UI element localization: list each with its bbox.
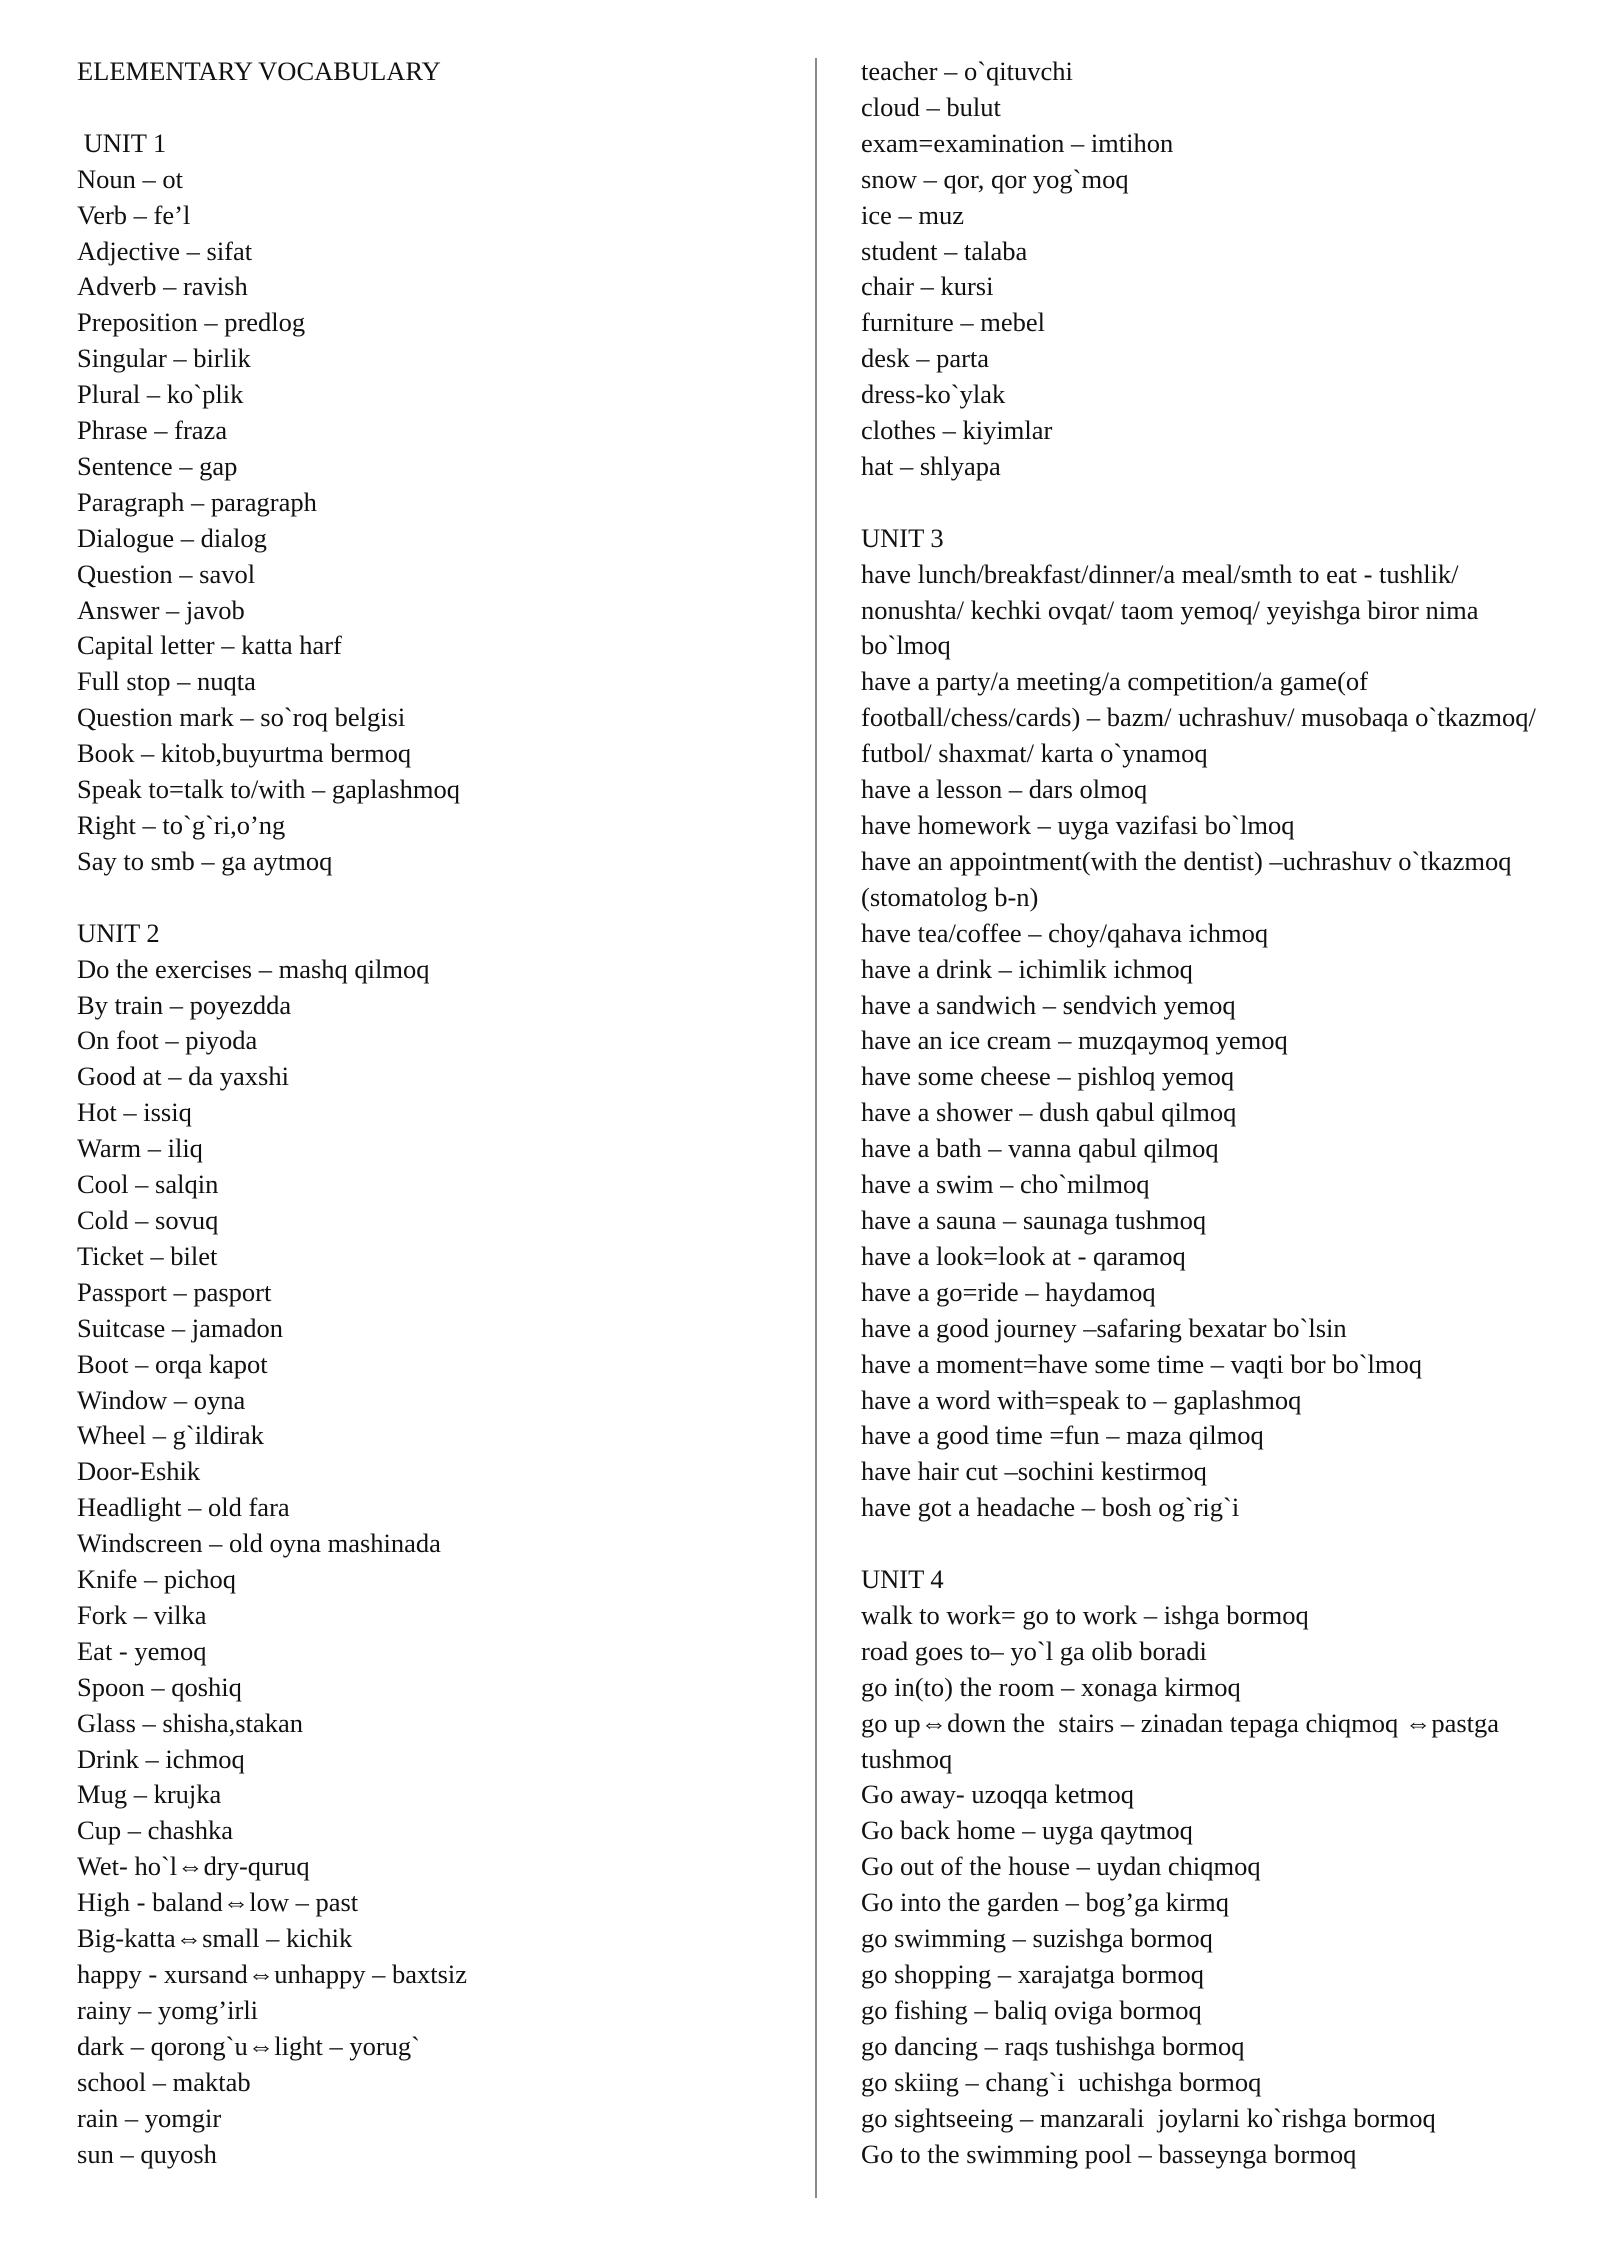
vocabulary-entry: Full stop – nuqta (77, 666, 256, 697)
vocabulary-entry: Go back home – uyga qaytmoq (861, 1815, 1193, 1846)
vocabulary-entry: have a look=look at - qaramoq (861, 1240, 1186, 1271)
vocabulary-entry: Speak to=talk to/with – gaplashmoq (77, 774, 460, 805)
vocabulary-entry: Headlight – old fara (77, 1492, 290, 1523)
vocabulary-entry: futbol/ shaxmat/ karta o`ynamoq (861, 738, 1208, 769)
left-column (77, 54, 797, 2172)
vocabulary-entry: Door-Eshik (77, 1456, 201, 1487)
vocabulary-entry: snow – qor, qor yog`moq (861, 163, 1129, 194)
vocabulary-entry: Dialogue – dialog (77, 522, 267, 553)
vocabulary-entry: go fishing – baliq oviga bormoq (861, 1994, 1202, 2025)
vocabulary-entry: teacher – o`qituvchi (861, 56, 1073, 86)
document-title: ELEMENTARY VOCABULARY (77, 56, 441, 86)
unit-heading: UNIT 3 (861, 522, 944, 553)
vocabulary-entry: Spoon – qoshiq (77, 1671, 242, 1702)
vocabulary-entry: have a sauna – saunaga tushmoq (861, 1204, 1207, 1235)
vocabulary-entry: go swimming – suzishga bormoq (861, 1923, 1213, 1954)
vocabulary-entry: dark – qorong`u⇔light – yorug` (77, 2030, 420, 2061)
vocabulary-entry: happy - xursand⇔unhappy – baxtsiz (77, 1959, 468, 1989)
vocabulary-entry: Cold – sovuq (77, 1204, 219, 1235)
vocabulary-entry: Go into the garden – bog’ga kirmq (861, 1887, 1229, 1918)
vocabulary-entry: Cool – salqin (77, 1169, 219, 1200)
vocabulary-entry: chair – kursi (861, 271, 994, 302)
vocabulary-entry: Wheel – g`ildirak (77, 1420, 264, 1451)
vocabulary-entry: Capital letter – katta harf (77, 630, 342, 661)
vocabulary-entry: On foot – piyoda (77, 1025, 258, 1056)
vocabulary-entry: student – talaba (861, 235, 1028, 266)
vocabulary-entry: school – maktab (77, 2066, 251, 2097)
vocabulary-entry: Window – oyna (77, 1384, 246, 1415)
vocabulary-entry: football/chess/cards) – bazm/ uchrashuv/ musobaqa o`tkazmoq/ (861, 702, 1536, 733)
vocabulary-entry: have an ice cream – muzqaymoq yemoq (861, 1025, 1288, 1056)
vocabulary-entry: dress-ko`ylak (861, 379, 1006, 410)
vocabulary-entry: nonushta/ kechki ovqat/ taom yemoq/ yeyishga biror nima (861, 594, 1479, 625)
vocabulary-entry: tushmoq (861, 1743, 953, 1774)
vocabulary-entry: go up⇔down the stairs – zinadan tepaga chiqmoq ⇔pastga (861, 1707, 1500, 1738)
vocabulary-entry: have a go=ride – haydamoq (861, 1276, 1156, 1307)
column-divider (815, 58, 817, 2198)
vocabulary-entry: have a shower – dush qabul qilmoq (861, 1097, 1237, 1128)
vocabulary-entry: Windscreen – old oyna mashinada (77, 1528, 441, 1559)
blank-line (77, 90, 797, 126)
vocabulary-entry: have some cheese – pishloq yemoq (861, 1061, 1235, 1092)
vocabulary-entry: Answer – javob (77, 594, 245, 625)
vocabulary-entry: have a good journey –safaring bexatar bo`lsin (861, 1312, 1347, 1343)
vocabulary-entry: Wet- ho`l⇔dry-quruq (77, 1851, 310, 1882)
vocabulary-entry: go sightseeing – manzarali joylarni ko`rishga bormoq (861, 2102, 1436, 2133)
vocabulary-entry: have a good time =fun – maza qilmoq (861, 1420, 1264, 1451)
vocabulary-entry: Drink – ichmoq (77, 1743, 245, 1774)
vocabulary-entry: have a word with=speak to – gaplashmoq (861, 1384, 1302, 1415)
blank-line (861, 1526, 1561, 1562)
vocabulary-entry: Preposition – predlog (77, 307, 306, 338)
vocabulary-entry: desk – parta (861, 343, 990, 374)
vocabulary-entry: sun – quyosh (77, 2138, 217, 2169)
vocabulary-entry: Do the exercises – mashq qilmoq (77, 953, 430, 984)
left-vocabulary-list (77, 90, 797, 2173)
vocabulary-entry: road goes to– yo`l ga olib boradi (861, 1635, 1207, 1666)
right-column (861, 54, 1561, 2172)
vocabulary-entry: Noun – ot (77, 163, 183, 194)
vocabulary-entry: go skiing – chang`i uchishga bormoq (861, 2066, 1262, 2097)
vocabulary-entry: rainy – yomg’irli (77, 1994, 259, 2025)
vocabulary-entry: By train – poyezdda (77, 989, 292, 1020)
vocabulary-entry: have a lesson – dars olmoq (861, 774, 1148, 805)
unit-heading: UNIT 1 (77, 127, 167, 158)
vocabulary-entry: hat – shlyapa (861, 450, 1001, 481)
vocabulary-entry: furniture – mebel (861, 307, 1045, 338)
vocabulary-entry: Knife – pichoq (77, 1564, 236, 1595)
vocabulary-entry: Right – to`g`ri,o’ng (77, 810, 286, 841)
vocabulary-entry: Mug – krujka (77, 1779, 222, 1810)
vocabulary-entry: (stomatolog b-n) (861, 881, 1039, 912)
right-vocabulary-list (861, 54, 1561, 2172)
vocabulary-entry: Hot – issiq (77, 1097, 192, 1128)
vocabulary-entry: Go to the swimming pool – basseynga bormoq (861, 2138, 1357, 2169)
vocabulary-entry: Go away- uzoqqa ketmoq (861, 1779, 1135, 1810)
unit-heading: UNIT 4 (861, 1564, 944, 1595)
vocabulary-entry: have a party/a meeting/a competition/a game(of (861, 666, 1368, 697)
vocabulary-entry: Boot – orqa kapot (77, 1348, 268, 1379)
vocabulary-entry: Singular – birlik (77, 343, 251, 374)
vocabulary-entry: have a moment=have some time – vaqti bor bo`lmoq (861, 1348, 1423, 1379)
vocabulary-entry: Phrase – fraza (77, 415, 228, 446)
vocabulary-entry: Book – kitob,buyurtma bermoq (77, 738, 412, 769)
vocabulary-entry: Question mark – so`roq belgisi (77, 702, 406, 733)
vocabulary-entry: Go out of the house – uydan chiqmoq (861, 1851, 1261, 1882)
vocabulary-entry: clothes – kiyimlar (861, 415, 1053, 446)
vocabulary-entry: ice – muz (861, 199, 965, 230)
vocabulary-entry: have a drink – ichimlik ichmoq (861, 953, 1193, 984)
vocabulary-entry: Sentence – gap (77, 450, 238, 481)
vocabulary-entry: bo`lmoq (861, 630, 951, 661)
vocabulary-entry: Adverb – ravish (77, 271, 248, 302)
vocabulary-entry: High - baland⇔low – past (77, 1887, 359, 1918)
vocabulary-entry: have lunch/breakfast/dinner/a meal/smth to eat - tushlik/ (861, 558, 1459, 589)
vocabulary-entry: Cup – chashka (77, 1815, 234, 1846)
vocabulary-entry: Paragraph – paragraph (77, 486, 317, 517)
unit-heading: UNIT 2 (77, 917, 160, 948)
vocabulary-entry: have tea/coffee – choy/qahava ichmoq (861, 917, 1269, 948)
vocabulary-entry: Suitcase – jamadon (77, 1312, 284, 1343)
vocabulary-entry: have a sandwich – sendvich yemoq (861, 989, 1236, 1020)
vocabulary-entry: have a bath – vanna qabul qilmoq (861, 1133, 1219, 1164)
vocabulary-entry: have hair cut –sochini kestirmoq (861, 1456, 1207, 1487)
vocabulary-entry: Big-katta⇔small – kichik (77, 1923, 353, 1954)
vocabulary-entry: rain – yomgir (77, 2102, 222, 2133)
vocabulary-entry: Plural – ko`plik (77, 379, 244, 410)
vocabulary-entry: Warm – iliq (77, 1133, 203, 1164)
vocabulary-entry: Question – savol (77, 558, 256, 589)
vocabulary-entry: Passport – pasport (77, 1276, 272, 1307)
vocabulary-entry: have a swim – cho`milmoq (861, 1169, 1150, 1200)
vocabulary-entry: have homework – uyga vazifasi bo`lmoq (861, 810, 1295, 841)
vocabulary-entry: have an appointment(with the dentist) –uchrashuv o`tkazmoq (861, 845, 1512, 876)
vocabulary-entry: exam=examination – imtihon (861, 127, 1174, 158)
vocabulary-entry: have got a headache – bosh og`rig`i (861, 1492, 1240, 1523)
vocabulary-entry: Fork – vilka (77, 1599, 207, 1630)
vocabulary-entry: Say to smb – ga aytmoq (77, 845, 333, 876)
vocabulary-entry: Glass – shisha,stakan (77, 1707, 303, 1738)
vocabulary-entry: Eat - yemoq (77, 1635, 207, 1666)
vocabulary-entry: go in(to) the room – xonaga kirmoq (861, 1671, 1241, 1702)
vocabulary-entry: Ticket – bilet (77, 1240, 218, 1271)
vocabulary-entry: Good at – da yaxshi (77, 1061, 289, 1092)
vocabulary-entry: go shopping – xarajatga bormoq (861, 1959, 1204, 1989)
blank-line (861, 485, 1561, 521)
vocabulary-entry: cloud – bulut (861, 91, 1001, 122)
vocabulary-entry: Adjective – sifat (77, 235, 253, 266)
blank-line (77, 880, 797, 916)
vocabulary-entry: walk to work= go to work – ishga bormoq (861, 1599, 1309, 1630)
vocabulary-entry: Verb – fe’l (77, 199, 191, 230)
vocabulary-entry: go dancing – raqs tushishga bormoq (861, 2030, 1245, 2061)
